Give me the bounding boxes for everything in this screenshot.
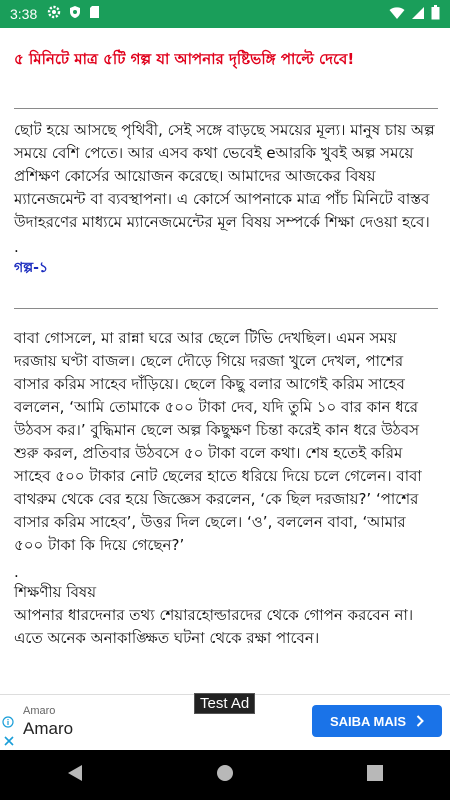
ad-banner[interactable] xyxy=(0,694,450,751)
recents-icon[interactable] xyxy=(366,764,384,786)
intro-paragraph: ছোট হয়ে আসছে পৃথিবী, সেই সঙ্গে বাড়ছে সময়ের মূল্য। মানুষ চায় অল্প সময়ে বেশি পেতে। আর এসব কথা ভেবেই eআরকি খুবই অল্প সময়ে প্রশিক্ষণ কোর্সের আয়োজন করেছে। আমাদের আজকের বিষয় ম্যানেজমেন্ট বা ব্যবস্থাপনা। এ কোর্সে আপনাকে মাত্র পাঁচ মিনিটে বাস্তব উদাহরণের মাধ্যমে ম্যানেজমেন্টের মূল বিষয় সম্পর্কে শিক্ষা দেওয়া হবে। xyxy=(14,121,435,231)
divider xyxy=(14,108,438,109)
battery-icon xyxy=(431,5,440,24)
wifi-icon xyxy=(389,6,405,24)
story-label: গল্প-১ xyxy=(14,260,49,276)
article-title: ৫ মিনিটে মাত্র ৫টি গল্প যা আপনার দৃষ্টিভঙ্গি পাল্টে দেবে! xyxy=(14,50,355,68)
article-content[interactable] xyxy=(0,28,450,694)
home-icon[interactable] xyxy=(215,763,235,787)
ad-cta-label: SAIBA MAIS xyxy=(329,713,407,729)
dot-separator: . xyxy=(14,238,19,256)
sd-card-icon xyxy=(89,5,100,23)
story-paragraph: বাবা গোসলে, মা রান্না ঘরে আর ছেলে টিভি দেখছিল। এমন সময় দরজায় ঘণ্টা বাজল। ছেলে দৌড়ে গিয়ে দরজা খুলে দেখল, পাশের বাসার করিম সাহেব দাঁড়িয়ে। ছেলে কিছু বলার আগেই করিম সাহেব বললেন, ‘আমি তোমাকে ৫০০ টাকা দেব, যদি তুমি ১০ বার কান ধরে উঠবস কর।’ বুদ্ধিমান ছেলে অল্প কিছুক্ষণ চিন্তা করেই কান ধরে উঠবস শুরু করল, প্রতিবার উঠবসে ৫০ টাকা বলে কথা। শেষ হতেই করিম সাহেব ৫০০ টাকার নোট ছেলের হাতে ধরিয়ে দিয়ে চলে গেলেন। বাবা বাথরুম থেকে বের হয়ে জিজ্ঞেস করলেন, ‘কে ছিল দরজায়?’ ‘পাশের বাসার করিম সাহেব’, উত্তর দিল ছেলে। ‘ও’, বললেন বাবা, ‘আমার ৫০০ টাকা কি দিয়ে গেছেন?’ xyxy=(14,329,422,554)
gear-icon xyxy=(47,5,61,23)
dot-separator: . xyxy=(14,563,19,581)
signal-icon xyxy=(411,6,425,24)
divider xyxy=(14,308,438,309)
info-icon[interactable] xyxy=(2,713,14,732)
ad-cta-button[interactable] xyxy=(312,705,442,737)
shield-icon xyxy=(69,5,81,23)
back-icon[interactable] xyxy=(66,763,84,787)
ad-badge: Test Ad xyxy=(194,693,255,714)
ad-advertiser-name[interactable]: Amaro xyxy=(23,719,74,738)
status-bar xyxy=(0,0,450,28)
status-time: 3:38 xyxy=(10,6,38,22)
close-icon[interactable] xyxy=(4,731,14,750)
lesson-paragraph: আপনার ধারদেনার তথ্য শেয়ারহোল্ডারদের থেকে গোপন করবেন না। এতে অনেক অনাকাঙ্ক্ষিত ঘটনা থেকে রক্ষা পাবেন। xyxy=(14,606,414,647)
lesson-heading: শিক্ষণীয় বিষয় xyxy=(14,583,97,601)
ad-advertiser-label: Amaro xyxy=(23,705,56,717)
system-nav-bar xyxy=(0,750,450,800)
chevron-right-icon xyxy=(416,715,424,727)
